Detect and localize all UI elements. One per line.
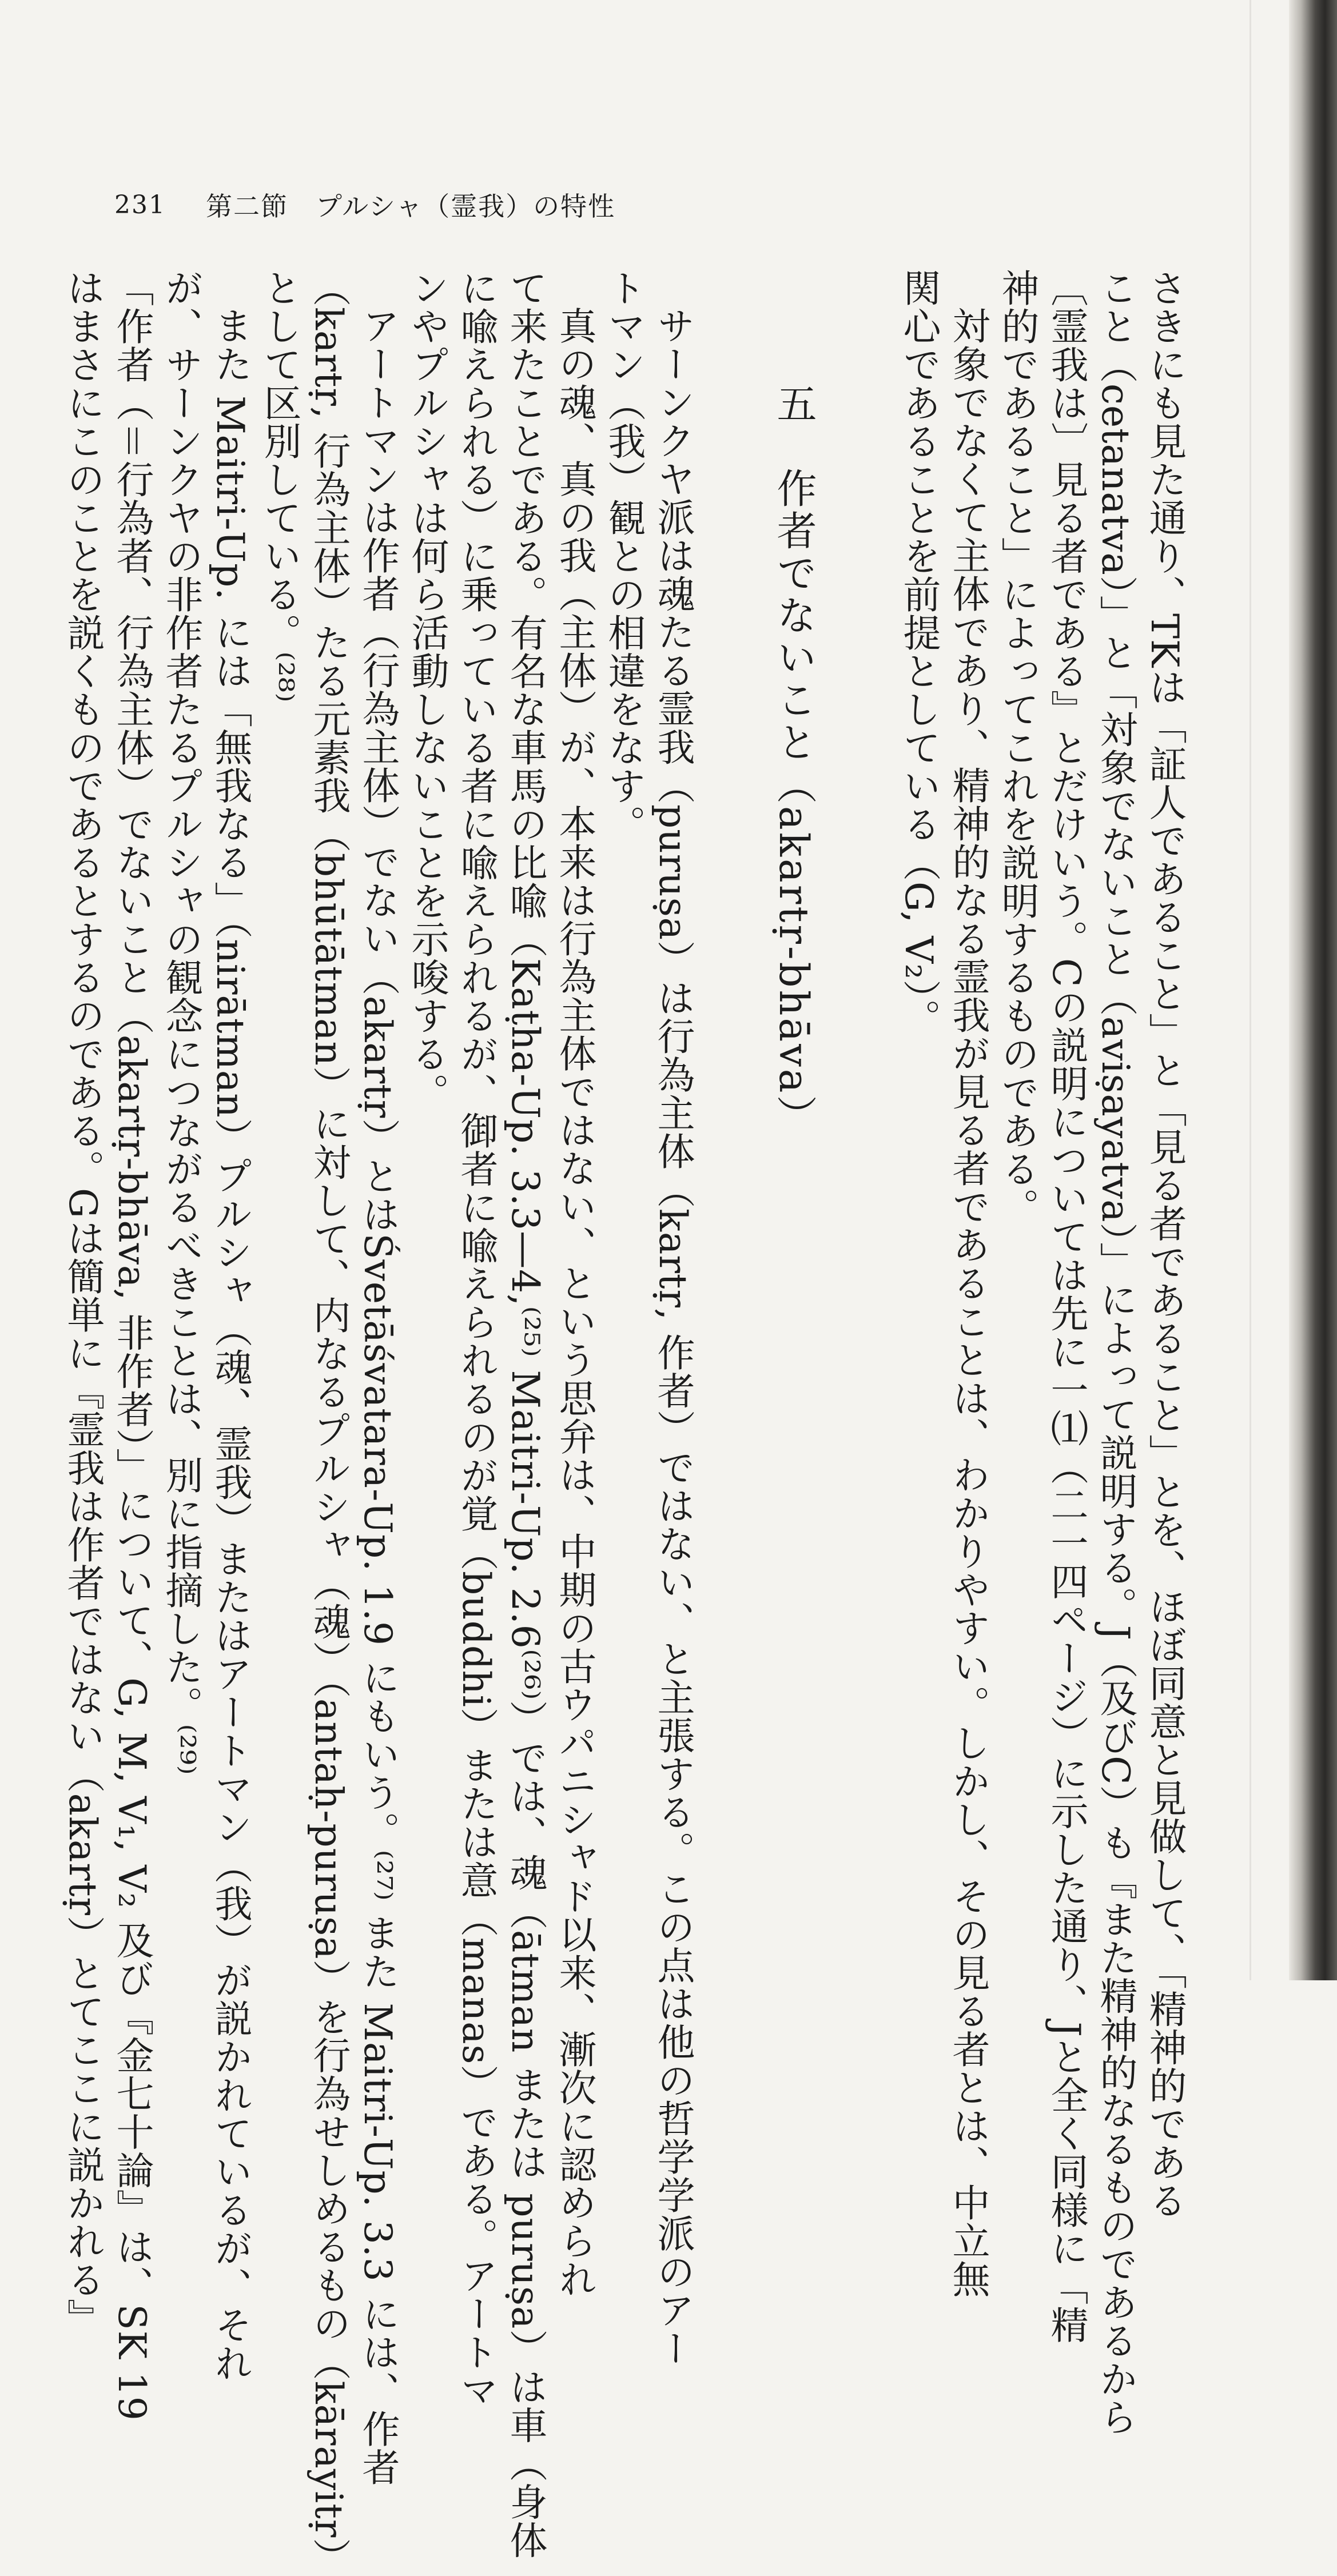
text-line: アートマンは作者（行為主体）でない（akartṛ）とはŚvetāśvatara-Up. 1.9 にもいう。⁽²⁷⁾ また Maitri-Up. 3.3 には、作者: [356, 306, 400, 2486]
text-line: はまさにこのことを説くものであるとするのである。Gは簡単に『霊我は作者ではない（akartṛ）とてここに説かれる』: [61, 269, 105, 2338]
text-line: 神的であること」によってこれを説明するものである。: [995, 269, 1039, 1226]
text-line: こと（cetanatva）」と「対象でないこと（aviṣayatva）」によって説明する。J（及びC）も『また精神的なるものであるから: [1093, 269, 1137, 2437]
running-header: [114, 182, 615, 228]
vertical-text-body: [56, 269, 1187, 2576]
text-line: 対象でなくて主体であり、精神的なる霊我が見る者であることは、わかりやすい。しかし、その見る者とは、中立無: [946, 306, 990, 2298]
text-line: サーンクヤ派は魂たる霊我（puruṣa）は行為主体（kartṛ, 作者）ではない、と主張する。この点は他の哲学学派のアー: [651, 306, 695, 2367]
text-line: として区別している。⁽²⁸⁾: [257, 269, 301, 703]
text-line: 関心であることを前提としている（G, V₂）。: [897, 269, 941, 1038]
text-line: て来たことである。有名な車馬の比喩（Kaṭha-Up. 3.3—4,⁽²⁵⁾ Maitri-Up. 2.6⁽²⁶⁾）では、魂（ātman または puruṣa）は車（身体: [503, 269, 547, 2559]
page-binding-shadow: [1289, 0, 1337, 1980]
text-line: （kartṛ, 行為主体）たる元素我（bhūtātman）に対して、内なるプルシャ（魂）（antaḥ-puruṣa）を行為せしめるもの（kārayitṛ）: [307, 269, 351, 2576]
text-line: に喩えられる）に乗っている者に喩えられるが、御者に喩えられるのが覚（buddhi）または意（manas）である。アートマ: [454, 269, 498, 2410]
text-line: 真の魂、真の我（主体）が、本来は行為主体ではない、という思弁は、中期の古ウパニシャド以来、漸次に認められ: [552, 306, 596, 2298]
running-title: 第二節 プルシャ（霊我）の特性: [205, 191, 616, 222]
section-heading: 五 作者でないこと（akartṛ-bhāva）: [770, 383, 817, 1138]
text-line: 「作者（＝行為者、行為主体）でないこと（akartṛ-bhāva, 非作者）」について、G, M, V₁, V₂ 及び『金七十論』は、SK 19: [110, 269, 154, 2421]
text-line: 〔霊我は〕見る者である』とだけいう。Cの説明については先に一⑴（二一四ページ）に示した通り、Jと全く同様に「精: [1044, 269, 1088, 2344]
text-line: トマン（我）観との相違をなす。: [602, 269, 646, 843]
text-line: また Maitri-Up. には「無我なる」（nirātman）プルシャ（魂、霊我）またはアートマン（我）が説かれているが、それ: [208, 306, 252, 2382]
page-fold-line: [1250, 0, 1251, 1980]
text-line: が、サーンクヤの非作者たるプルシャの観念につながるべきことは、別に指摘した。⁽²⁹⁾: [159, 269, 203, 1776]
page-number: 231: [114, 190, 166, 220]
text-line: さきにも見た通り、TKは「証人であること」と「見る者であること」とを、ほぼ同意と見做して、「精神的である: [1143, 269, 1187, 2220]
text-line: ンやプルシャは何ら活動しないことを示唆する。: [405, 269, 449, 1111]
